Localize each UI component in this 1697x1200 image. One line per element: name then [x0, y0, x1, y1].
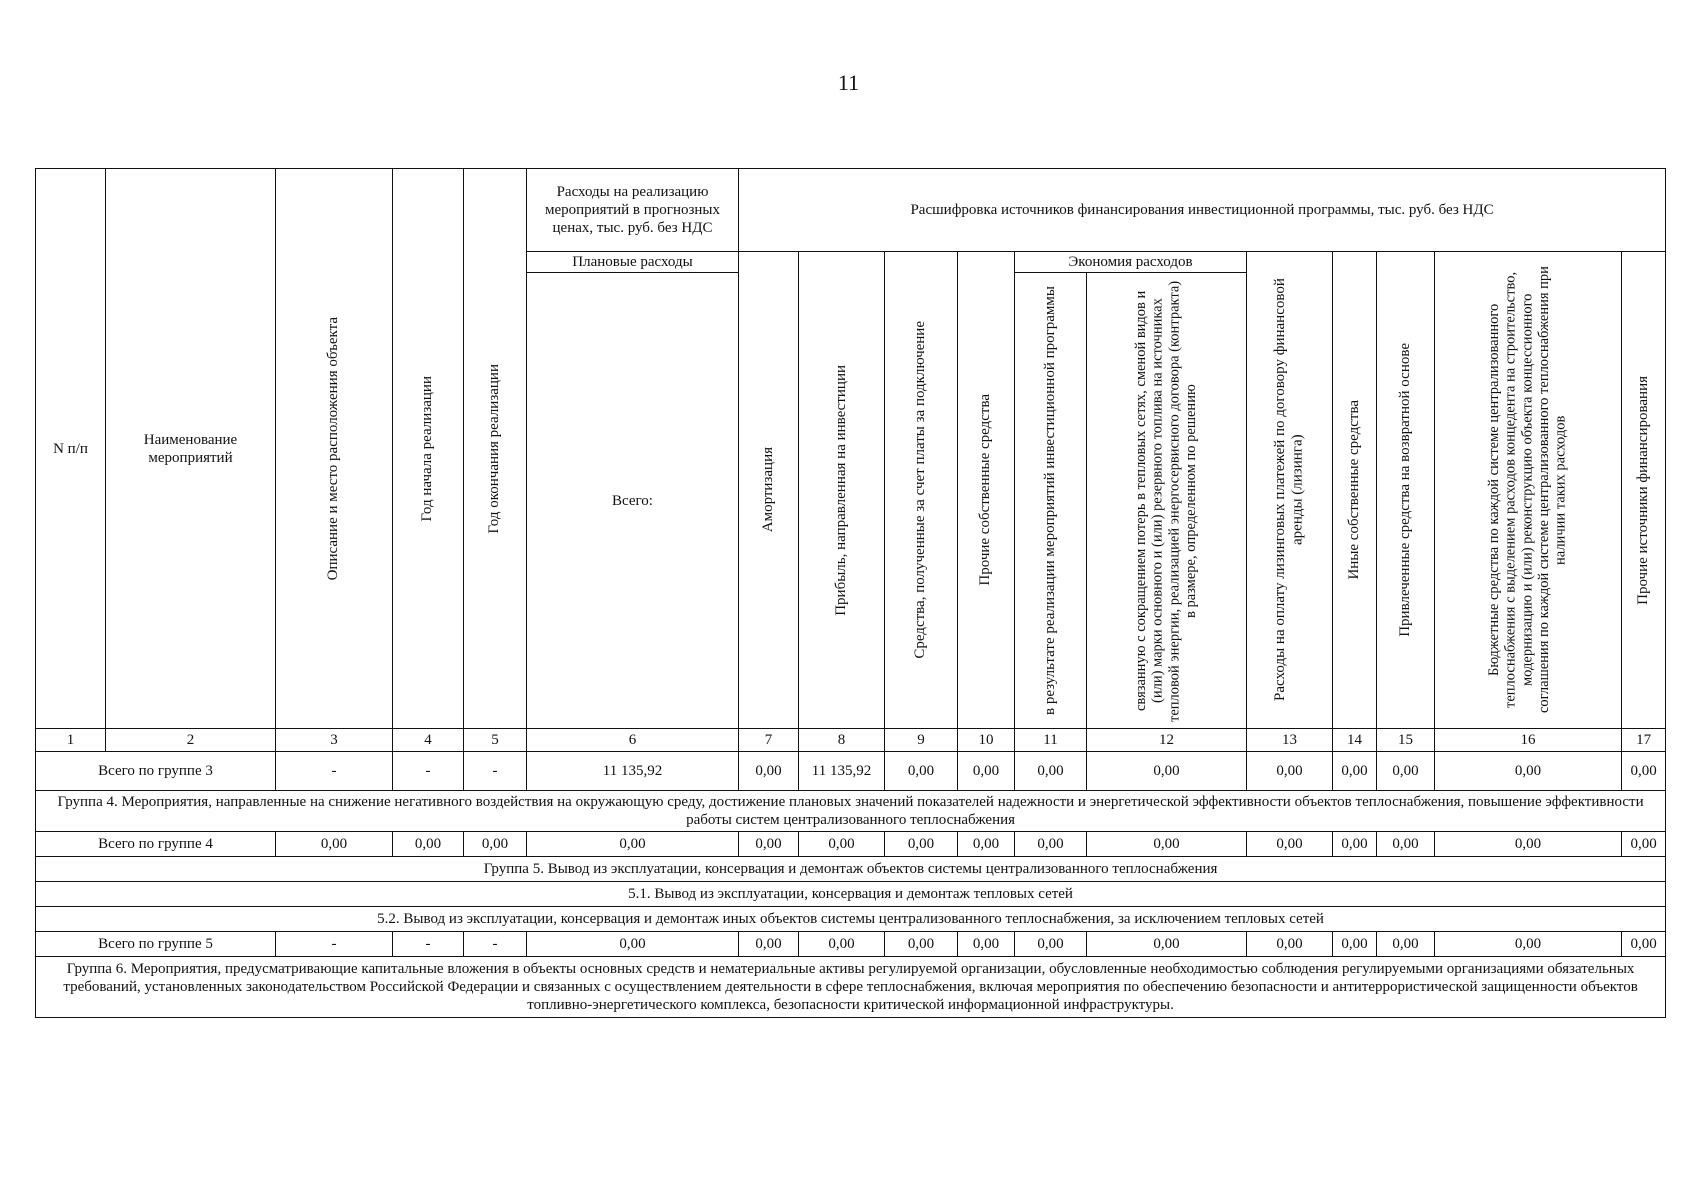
header-n: N п/п [36, 169, 106, 729]
table-cell: - [464, 752, 527, 791]
header-c10-text: Прочие собственные средства [977, 394, 994, 586]
header-c16-text: Бюджетные средства по каждой системе централизованного теплоснабжения с выделением расходов концедента на строительство, модернизацию и (или) реконструкцию объекта концессионного соглашения по каждой системе централизованного теплоснабжения при наличии таких расходов [1486, 266, 1569, 714]
table-cell: - [276, 752, 393, 791]
group-5-1-title: 5.1. Вывод из эксплуатации, консервация и демонтаж тепловых сетей [36, 882, 1666, 907]
table-cell: 0,00 [739, 752, 799, 791]
header-c13 [1247, 252, 1333, 729]
table-cell: 0,00 [958, 752, 1015, 791]
col-number: 6 [527, 729, 739, 752]
table-cell: 0,00 [464, 832, 527, 857]
col-number: 4 [393, 729, 464, 752]
col-number: 7 [739, 729, 799, 752]
header-c15 [1377, 252, 1435, 729]
header-c4-text: Год начала реализации [419, 375, 436, 522]
col-number: 12 [1087, 729, 1247, 752]
total-group-4-row [36, 832, 1666, 857]
total-group-3-row [36, 752, 1666, 791]
table-cell: 0,00 [1087, 932, 1247, 957]
table-cell: 11 135,92 [527, 752, 739, 791]
table-cell: 0,00 [739, 832, 799, 857]
financing-table [35, 168, 1666, 1018]
header-c8 [799, 252, 885, 729]
col-number: 16 [1435, 729, 1622, 752]
header-c13-text: Расходы на оплату лизинговых платежей по договору финансовой аренды (лизинга) [1272, 278, 1306, 702]
table-cell: 0,00 [739, 932, 799, 957]
table-cell: 0,00 [1333, 932, 1377, 957]
table-cell: 11 135,92 [799, 752, 885, 791]
header-c17-text: Прочие источники финансирования [1634, 375, 1651, 605]
col-number: 11 [1015, 729, 1087, 752]
header-name: Наименование мероприятий [106, 169, 276, 729]
table-cell: 0,00 [1622, 932, 1666, 957]
table-cell: 0,00 [393, 832, 464, 857]
table-cell: 0,00 [527, 832, 739, 857]
table-cell: 0,00 [958, 832, 1015, 857]
col-number: 15 [1377, 729, 1435, 752]
header-total [527, 273, 739, 729]
table-cell: 0,00 [527, 932, 739, 957]
table-cell: 0,00 [885, 752, 958, 791]
page-number: 11 [837, 70, 860, 95]
group-4-title: Группа 4. Мероприятия, направленные на снижение негативного воздействия на окружающую среду, достижение плановых значений показателей надежности и энергетической эффективности объектов теплоснабжения, повышение эффективности работы систем централизованного теплоснабжения [36, 791, 1666, 832]
col-number: 2 [106, 729, 276, 752]
col-number: 1 [36, 729, 106, 752]
table-cell: 0,00 [1247, 752, 1333, 791]
table-cell: 0,00 [1622, 832, 1666, 857]
header-total-text: Всего: [612, 492, 653, 509]
header-c11-text: в результате реализации мероприятий инвестиционной программы [1041, 286, 1058, 715]
header-c5 [464, 169, 527, 729]
header-c5-text: Год окончания реализации [486, 363, 503, 534]
col-number: 13 [1247, 729, 1333, 752]
table-cell: 0,00 [799, 932, 885, 957]
table-cell: 0,00 [1087, 752, 1247, 791]
table-cell: 0,00 [1622, 752, 1666, 791]
header-c9 [885, 252, 958, 729]
table-cell: 0,00 [1247, 832, 1333, 857]
table-cell: - [393, 932, 464, 957]
header-c4 [393, 169, 464, 729]
total-group-5-row [36, 932, 1666, 957]
header-c12-text: связанную с сокращением потерь в тепловых сетях, сменой видов и (или) марки основного и (или) резервного топлива на источниках тепловой энергии, реализацией энергосервисного договора (контракта) в размере, определенном по решению [1133, 279, 1200, 722]
table-cell: 0,00 [1087, 832, 1247, 857]
table-cell: 0,00 [1333, 832, 1377, 857]
col-number: 5 [464, 729, 527, 752]
header-c10 [958, 252, 1015, 729]
table-cell: 0,00 [1377, 752, 1435, 791]
col-number: 8 [799, 729, 885, 752]
col-number: 14 [1333, 729, 1377, 752]
table-cell: 0,00 [1377, 932, 1435, 957]
header-c7 [739, 252, 799, 729]
header-c8-text: Прибыль, направленная на инвестиции [832, 364, 849, 616]
header-c11 [1015, 273, 1087, 729]
group-6-title: Группа 6. Мероприятия, предусматривающие капитальные вложения в объекты основных средств и нематериальные активы регулируемой организации, обусловленные необходимостью соблюдения регулируемыми организациями обязательных требований, установленных законодательством Российской Федерации и связанных с осуществлением деятельности в сфере теплоснабжения, включая мероприятия по обеспечению безопасности и антитеррористической защищенности объектов топливно-энергетического комплекса, безопасности критической информационной инфраструктуры. [36, 957, 1666, 1018]
table-cell: 0,00 [276, 832, 393, 857]
header-c16 [1435, 252, 1622, 729]
table-cell: - [464, 932, 527, 957]
header-c3-text: Описание и место расположения объекта [325, 316, 342, 581]
table-cell: 0,00 [1015, 832, 1087, 857]
col-number: 3 [276, 729, 393, 752]
total-group-4-label: Всего по группе 4 [36, 832, 276, 857]
header-c9-text: Средства, полученные за счет платы за подключение [912, 321, 929, 659]
header-planned: Плановые расходы [527, 252, 739, 273]
table-cell: 0,00 [1333, 752, 1377, 791]
header-c15-text: Привлеченные средства на возвратной основе [1396, 343, 1413, 637]
group-5-title: Группа 5. Вывод из эксплуатации, консервация и демонтаж объектов системы централизованного теплоснабжения [36, 857, 1666, 882]
header-c7-text: Амортизация [759, 447, 776, 533]
group-5-2-title: 5.2. Вывод из эксплуатации, консервация и демонтаж иных объектов системы централизованного теплоснабжения, за исключением тепловых сетей [36, 907, 1666, 932]
table-cell: 0,00 [885, 832, 958, 857]
header-c17 [1622, 252, 1666, 729]
table-cell: 0,00 [958, 932, 1015, 957]
col-number: 17 [1622, 729, 1666, 752]
table-cell: 0,00 [799, 832, 885, 857]
col-number: 9 [885, 729, 958, 752]
header-c14-text: Иные собственные средства [1345, 400, 1362, 580]
total-group-5-label: Всего по группе 5 [36, 932, 276, 957]
table-cell: 0,00 [1247, 932, 1333, 957]
table-cell: - [393, 752, 464, 791]
column-numbers-row [36, 729, 1666, 752]
header-c12 [1087, 273, 1247, 729]
table-cell: 0,00 [1435, 932, 1622, 957]
header-c3 [276, 169, 393, 729]
table-cell: 0,00 [1015, 752, 1087, 791]
table-cell: 0,00 [1435, 752, 1622, 791]
table-cell: 0,00 [1015, 932, 1087, 957]
header-c14 [1333, 252, 1377, 729]
table-cell: 0,00 [885, 932, 958, 957]
table-cell: 0,00 [1377, 832, 1435, 857]
header-sources-title: Расшифровка источников финансирования инвестиционной программы, тыс. руб. без НДС [739, 169, 1666, 252]
total-group-3-label: Всего по группе 3 [36, 752, 276, 791]
table-cell: - [276, 932, 393, 957]
header-economy: Экономия расходов [1015, 252, 1247, 273]
header-costs-title: Расходы на реализацию мероприятий в прогнозных ценах, тыс. руб. без НДС [527, 169, 739, 252]
col-number: 10 [958, 729, 1015, 752]
table-cell: 0,00 [1435, 832, 1622, 857]
